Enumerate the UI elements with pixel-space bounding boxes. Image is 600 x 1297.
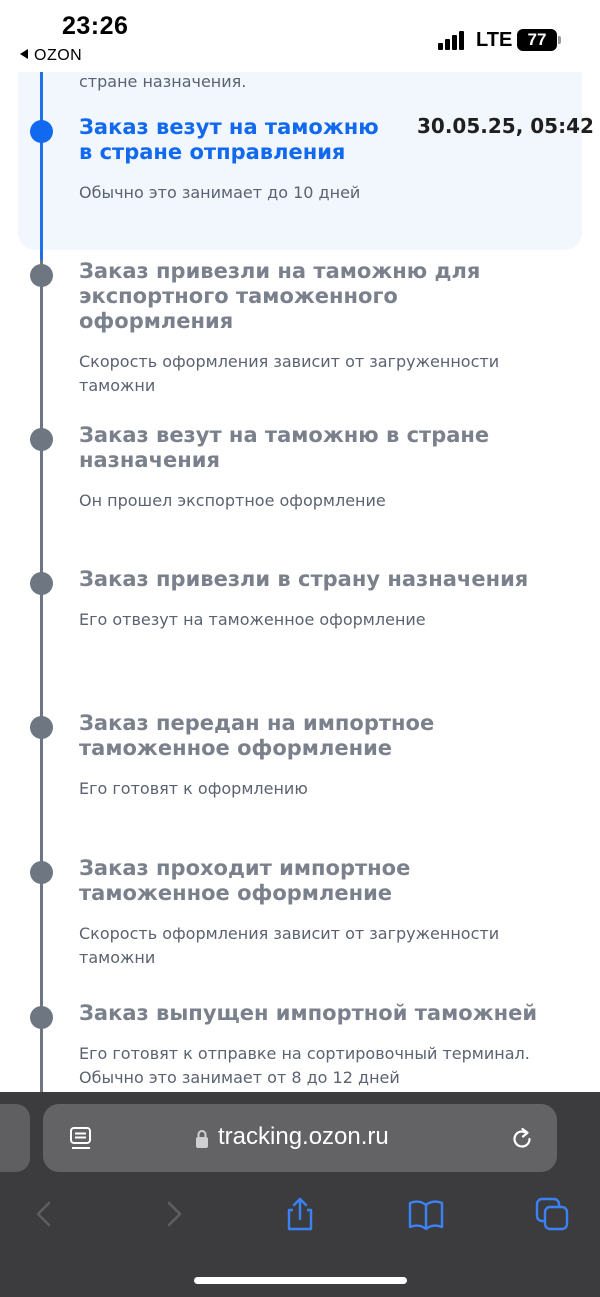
step-title: Заказ привезли на таможню для экспортного таможенного оформления <box>79 259 481 333</box>
signal-icon <box>438 30 466 50</box>
step-desc: Он прошел экспортное оформление <box>79 491 386 510</box>
home-indicator[interactable] <box>194 1277 407 1284</box>
battery-tip <box>558 36 561 44</box>
url-text[interactable]: tracking.ozon.ru <box>218 1123 389 1150</box>
timeline-step <box>79 423 549 513</box>
step-desc: Его готовят к оформлению <box>79 779 308 798</box>
timeline-dot <box>30 428 53 451</box>
timeline-progress-line <box>40 72 43 260</box>
step-title: Заказ передан на импортное таможенное оформление <box>79 711 435 760</box>
timeline-dot-active <box>30 120 53 143</box>
timeline-dot <box>30 716 53 739</box>
address-bar[interactable] <box>43 1104 557 1172</box>
timeline-dot <box>30 572 53 595</box>
step-desc: Скорость оформления зависит от загруженности таможни <box>79 352 500 395</box>
timeline-line <box>40 260 43 1092</box>
tracking-timeline <box>0 72 600 1092</box>
forward-icon[interactable] <box>156 1196 192 1232</box>
step-title: Заказ везут на таможню в стране отправления <box>79 115 379 164</box>
network-type: LTE <box>476 29 513 51</box>
bookmarks-icon[interactable] <box>408 1196 444 1232</box>
clock: 23:26 <box>62 12 129 40</box>
back-app-label: OZON <box>34 47 83 64</box>
battery-icon: 77 <box>517 29 557 51</box>
step-title: Заказ выпущен импортной таможней <box>79 1001 538 1025</box>
step-desc: Скорость оформления зависит от загруженности таможни <box>79 924 500 967</box>
step-desc: Его готовят к отправке на сортировочный терминал. Обычно это занимает от 8 до 12 дней <box>79 1044 530 1087</box>
reload-icon[interactable] <box>509 1126 535 1152</box>
step-desc: Обычно это занимает до 10 дней <box>79 183 361 202</box>
previous-step-desc: стране назначения. <box>79 72 247 91</box>
timeline-dot <box>30 861 53 884</box>
timeline-step <box>79 711 549 801</box>
step-date: 30.05.25, 05:42 <box>417 114 594 138</box>
back-arrow-icon <box>20 49 28 59</box>
reader-icon[interactable] <box>69 1126 93 1152</box>
back-to-app-link[interactable] <box>20 47 82 65</box>
browser-chrome <box>0 1092 600 1297</box>
share-icon[interactable] <box>282 1196 318 1232</box>
step-title: Заказ проходит импортное таможенное оформление <box>79 856 411 905</box>
timeline-dot <box>30 1006 53 1029</box>
timeline-step <box>79 567 549 632</box>
timeline-step <box>79 1001 549 1090</box>
timeline-step <box>79 856 549 970</box>
status-bar <box>0 0 600 72</box>
timeline-dot <box>30 264 53 287</box>
previous-tab-preview[interactable] <box>0 1104 30 1172</box>
timeline-step <box>79 259 549 398</box>
back-icon[interactable] <box>26 1196 62 1232</box>
step-title: Заказ привезли в страну назначения <box>79 567 529 591</box>
step-title: Заказ везут на таможню в стране назначения <box>79 423 490 472</box>
lock-icon <box>195 1129 209 1149</box>
step-desc: Его отвезут на таможенное оформление <box>79 610 426 629</box>
tabs-icon[interactable] <box>534 1196 570 1232</box>
